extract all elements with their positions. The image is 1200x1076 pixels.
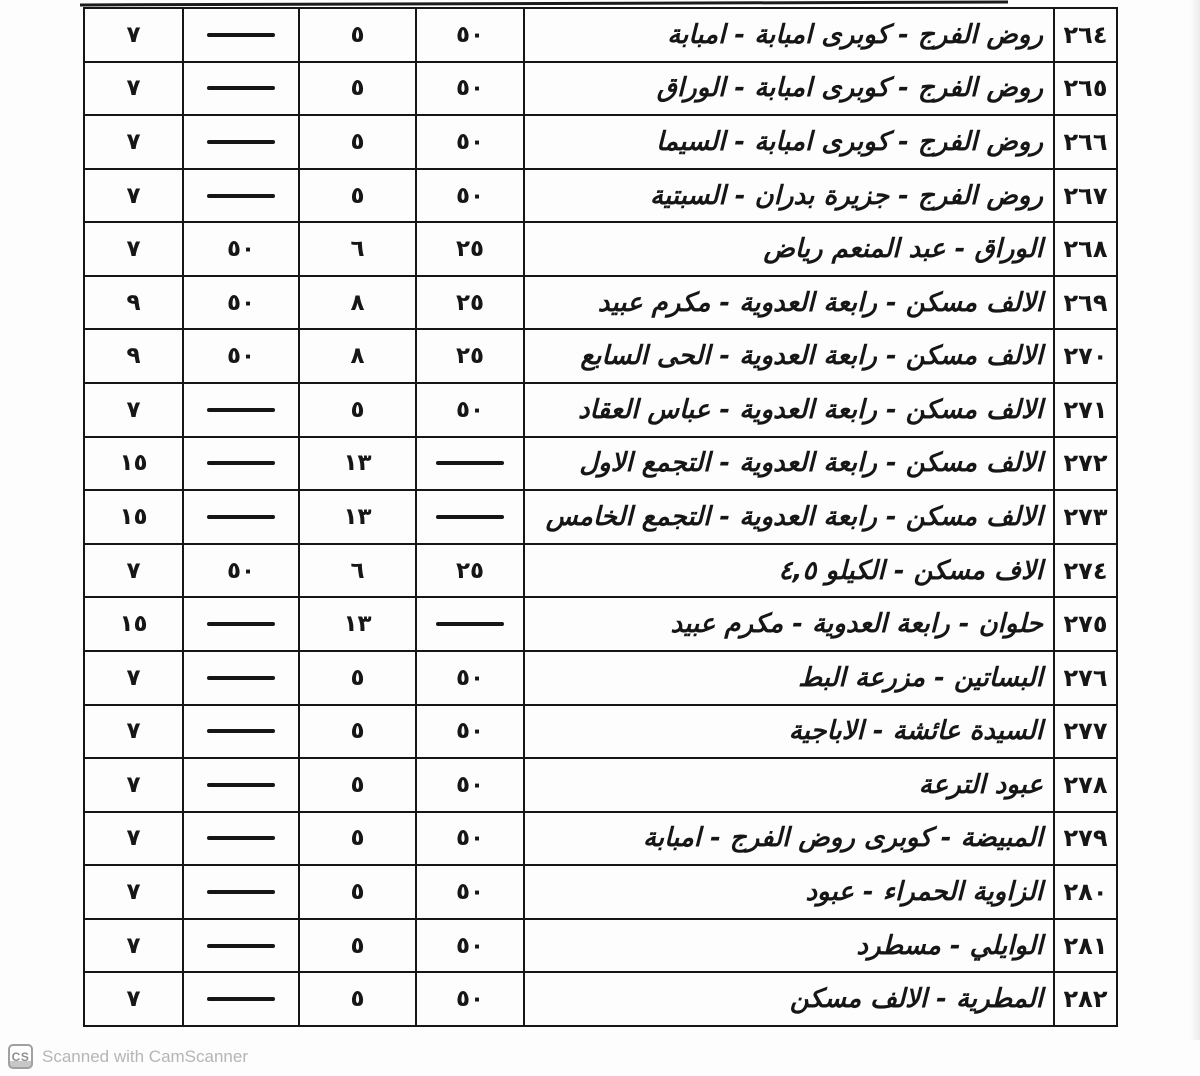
dash-placeholder [207, 515, 275, 519]
fare-cell-2: ٨ [298, 330, 415, 382]
route-number-cell: ٢٦٧ [1053, 170, 1116, 222]
route-name-cell: روض الفرج - كوبرى امبابة - الوراق [523, 63, 1053, 115]
fare-cell-4: ٧ [126, 932, 141, 959]
route-name-cell: عبود الترعة [523, 759, 1053, 811]
table-row [85, 759, 1116, 813]
fare-cell-2: ٥ [298, 9, 415, 61]
table-row [85, 866, 1116, 920]
fare-cell-4: ٧ [126, 825, 141, 852]
route-number-cell: ٢٧٥ [1053, 598, 1116, 650]
route-name-cell: الزاوية الحمراء - عبود [523, 866, 1053, 918]
fare-cell-2: ٥ [298, 813, 415, 865]
fare-cell-1: ٥٠ [415, 813, 523, 865]
route-number-cell: ٢٧٨ [1053, 759, 1116, 811]
fare-cell-3 [182, 9, 298, 61]
route-name-cell: روض الفرج - جزيرة بدران - السبتية [523, 170, 1053, 222]
route-number-cell: ٢٧٠ [1053, 330, 1116, 382]
table-row [85, 116, 1116, 170]
table-row [85, 9, 1116, 63]
fare-cell-3 [182, 973, 298, 1025]
dash-placeholder [436, 461, 504, 465]
fare-cell-3 [182, 63, 298, 115]
fare-cell-4: ١٥ [119, 611, 148, 638]
cropped-row-remnant-line [80, 1, 1008, 7]
fare-cell-4: ٩ [126, 289, 141, 316]
fare-cell-3 [182, 438, 298, 490]
dash-placeholder [207, 729, 275, 733]
fare-cell-2: ٦ [298, 223, 415, 275]
fare-cell-4: ٧ [126, 718, 141, 745]
table-row [85, 545, 1116, 599]
fare-cell-1 [415, 491, 523, 543]
fare-cell-1: ٥٠ [415, 759, 523, 811]
route-number-cell: ٢٧١ [1053, 384, 1116, 436]
fare-cell-3: ٥٠ [182, 223, 298, 275]
route-name-cell: المطرية - الالف مسكن [523, 973, 1053, 1025]
fare-cell-1: ٥٠ [415, 63, 523, 115]
dash-placeholder [207, 408, 275, 412]
route-number-cell: ٢٨١ [1053, 920, 1116, 972]
fare-cell-1: ٢٥ [415, 330, 523, 382]
table-row [85, 491, 1116, 545]
fare-cell-3 [182, 170, 298, 222]
fare-cell-1: ٥٠ [415, 652, 523, 704]
fare-cell-1 [415, 598, 523, 650]
route-name-cell: الاف مسكن - الكيلو ٤,٥ [523, 545, 1053, 597]
fare-cell-3: ٥٠ [182, 330, 298, 382]
route-number-cell: ٢٧٣ [1053, 491, 1116, 543]
dash-placeholder [207, 944, 275, 948]
fare-cell-4: ٧ [126, 75, 141, 102]
table-row [85, 384, 1116, 438]
fare-cell-3 [182, 920, 298, 972]
fare-cell-3 [182, 706, 298, 758]
dash-placeholder [207, 836, 275, 840]
route-name-cell: الوراق - عبد المنعم رياض [523, 223, 1053, 275]
fare-cell-3 [182, 491, 298, 543]
route-number-cell: ٢٧٦ [1053, 652, 1116, 704]
fare-cell-2: ٥ [298, 866, 415, 918]
fare-cell-3: ٥٠ [182, 545, 298, 597]
route-name-cell: الالف مسكن - رابعة العدوية - التجمع الاول [523, 438, 1053, 490]
fare-cell-1: ٥٠ [415, 116, 523, 168]
fare-cell-1 [415, 438, 523, 490]
dash-placeholder [207, 461, 275, 465]
route-number-cell: ٢٦٥ [1053, 63, 1116, 115]
route-number-cell: ٢٧٤ [1053, 545, 1116, 597]
table-row [85, 223, 1116, 277]
table-row [85, 813, 1116, 867]
fare-cell-4: ٧ [126, 182, 141, 209]
route-name-cell: السيدة عائشة - الاباجية [523, 706, 1053, 758]
fare-cell-2: ٥ [298, 652, 415, 704]
fare-cell-4: ٧ [126, 128, 141, 155]
table-row [85, 170, 1116, 224]
fare-cell-2: ٥ [298, 920, 415, 972]
dash-placeholder [207, 194, 275, 198]
fare-cell-4: ١٥ [119, 503, 148, 530]
fare-cell-4: ٧ [126, 396, 141, 423]
fare-cell-1: ٥٠ [415, 706, 523, 758]
fare-cell-1: ٥٠ [415, 9, 523, 61]
fare-cell-2: ١٣ [298, 491, 415, 543]
fare-cell-2: ٥ [298, 63, 415, 115]
fare-cell-1: ٥٠ [415, 973, 523, 1025]
fare-cell-4: ٧ [126, 879, 141, 906]
fare-cell-3 [182, 813, 298, 865]
fare-cell-1: ٥٠ [415, 866, 523, 918]
fare-cell-2: ٥ [298, 759, 415, 811]
fare-cell-1: ٢٥ [415, 277, 523, 329]
fare-cell-4: ٧ [126, 771, 141, 798]
table-row [85, 652, 1116, 706]
route-name-cell: المبيضة - كوبرى روض الفرج - امبابة [523, 813, 1053, 865]
table-row [85, 277, 1116, 331]
fare-cell-3 [182, 384, 298, 436]
fare-cell-4: ٧ [126, 664, 141, 691]
table-row [85, 598, 1116, 652]
fare-cell-1: ٢٥ [415, 545, 523, 597]
fare-cell-2: ٥ [298, 384, 415, 436]
fare-cell-1: ٥٠ [415, 920, 523, 972]
table-row [85, 330, 1116, 384]
dash-placeholder [207, 890, 275, 894]
fare-cell-3 [182, 116, 298, 168]
fare-cell-2: ١٣ [298, 598, 415, 650]
scan-edge-shadow [1190, 0, 1200, 1040]
dash-placeholder [207, 997, 275, 1001]
route-number-cell: ٢٧٩ [1053, 813, 1116, 865]
table-row [85, 63, 1116, 117]
route-number-cell: ٢٧٧ [1053, 706, 1116, 758]
dash-placeholder [436, 515, 504, 519]
fare-cell-2: ٥ [298, 706, 415, 758]
dash-placeholder [207, 140, 275, 144]
route-number-cell: ٢٦٤ [1053, 9, 1116, 61]
route-number-cell: ٢٦٩ [1053, 277, 1116, 329]
route-number-cell: ٢٨٠ [1053, 866, 1116, 918]
fare-cell-3 [182, 598, 298, 650]
camscanner-logo-icon: CS [8, 1044, 33, 1069]
route-name-cell: روض الفرج - كوبرى امبابة - امبابة [523, 9, 1053, 61]
fare-cell-2: ١٣ [298, 438, 415, 490]
camscanner-footer [8, 1044, 248, 1069]
camscanner-caption: Scanned with CamScanner [42, 1046, 249, 1066]
fare-cell-4: ١٥ [119, 450, 148, 477]
route-name-cell: الالف مسكن - رابعة العدوية - عباس العقاد [523, 384, 1053, 436]
route-number-cell: ٢٦٦ [1053, 116, 1116, 168]
route-name-cell: الالف مسكن - رابعة العدوية - التجمع الخامس [523, 491, 1053, 543]
fare-cell-4: ٧ [126, 986, 141, 1013]
fare-cell-3: ٥٠ [182, 277, 298, 329]
route-name-cell: روض الفرج - كوبرى امبابة - السيما [523, 116, 1053, 168]
dash-placeholder [207, 783, 275, 787]
fare-cell-3 [182, 652, 298, 704]
fare-cell-1: ٢٥ [415, 223, 523, 275]
fare-cell-4: ٧ [126, 236, 141, 263]
fare-cell-2: ٥ [298, 116, 415, 168]
fare-cell-1: ٥٠ [415, 170, 523, 222]
route-number-cell: ٢٦٨ [1053, 223, 1116, 275]
fare-cell-4: ٧ [126, 557, 141, 584]
dash-placeholder [207, 33, 275, 37]
table-row [85, 438, 1116, 492]
fare-cell-2: ٥ [298, 973, 415, 1025]
route-number-cell: ٢٨٢ [1053, 973, 1116, 1025]
route-name-cell: البساتين - مزرعة البط [523, 652, 1053, 704]
dash-placeholder [207, 86, 275, 90]
dash-placeholder [207, 622, 275, 626]
fare-cell-3 [182, 866, 298, 918]
route-name-cell: الالف مسكن - رابعة العدوية - الحى السابع [523, 330, 1053, 382]
route-number-cell: ٢٧٢ [1053, 438, 1116, 490]
fare-cell-4: ٩ [126, 343, 141, 370]
route-name-cell: حلوان - رابعة العدوية - مكرم عبيد [523, 598, 1053, 650]
route-name-cell: الوايلي - مسطرد [523, 920, 1053, 972]
fare-cell-2: ٥ [298, 170, 415, 222]
table-row [85, 920, 1116, 974]
dash-placeholder [207, 676, 275, 680]
fare-cell-3 [182, 759, 298, 811]
fare-cell-4: ٧ [126, 21, 141, 48]
routes-table [83, 7, 1118, 1027]
table-row [85, 973, 1116, 1025]
dash-placeholder [436, 622, 504, 626]
table-row [85, 706, 1116, 760]
fare-cell-1: ٥٠ [415, 384, 523, 436]
fare-cell-2: ٦ [298, 545, 415, 597]
fare-cell-2: ٨ [298, 277, 415, 329]
route-name-cell: الالف مسكن - رابعة العدوية - مكرم عبيد [523, 277, 1053, 329]
